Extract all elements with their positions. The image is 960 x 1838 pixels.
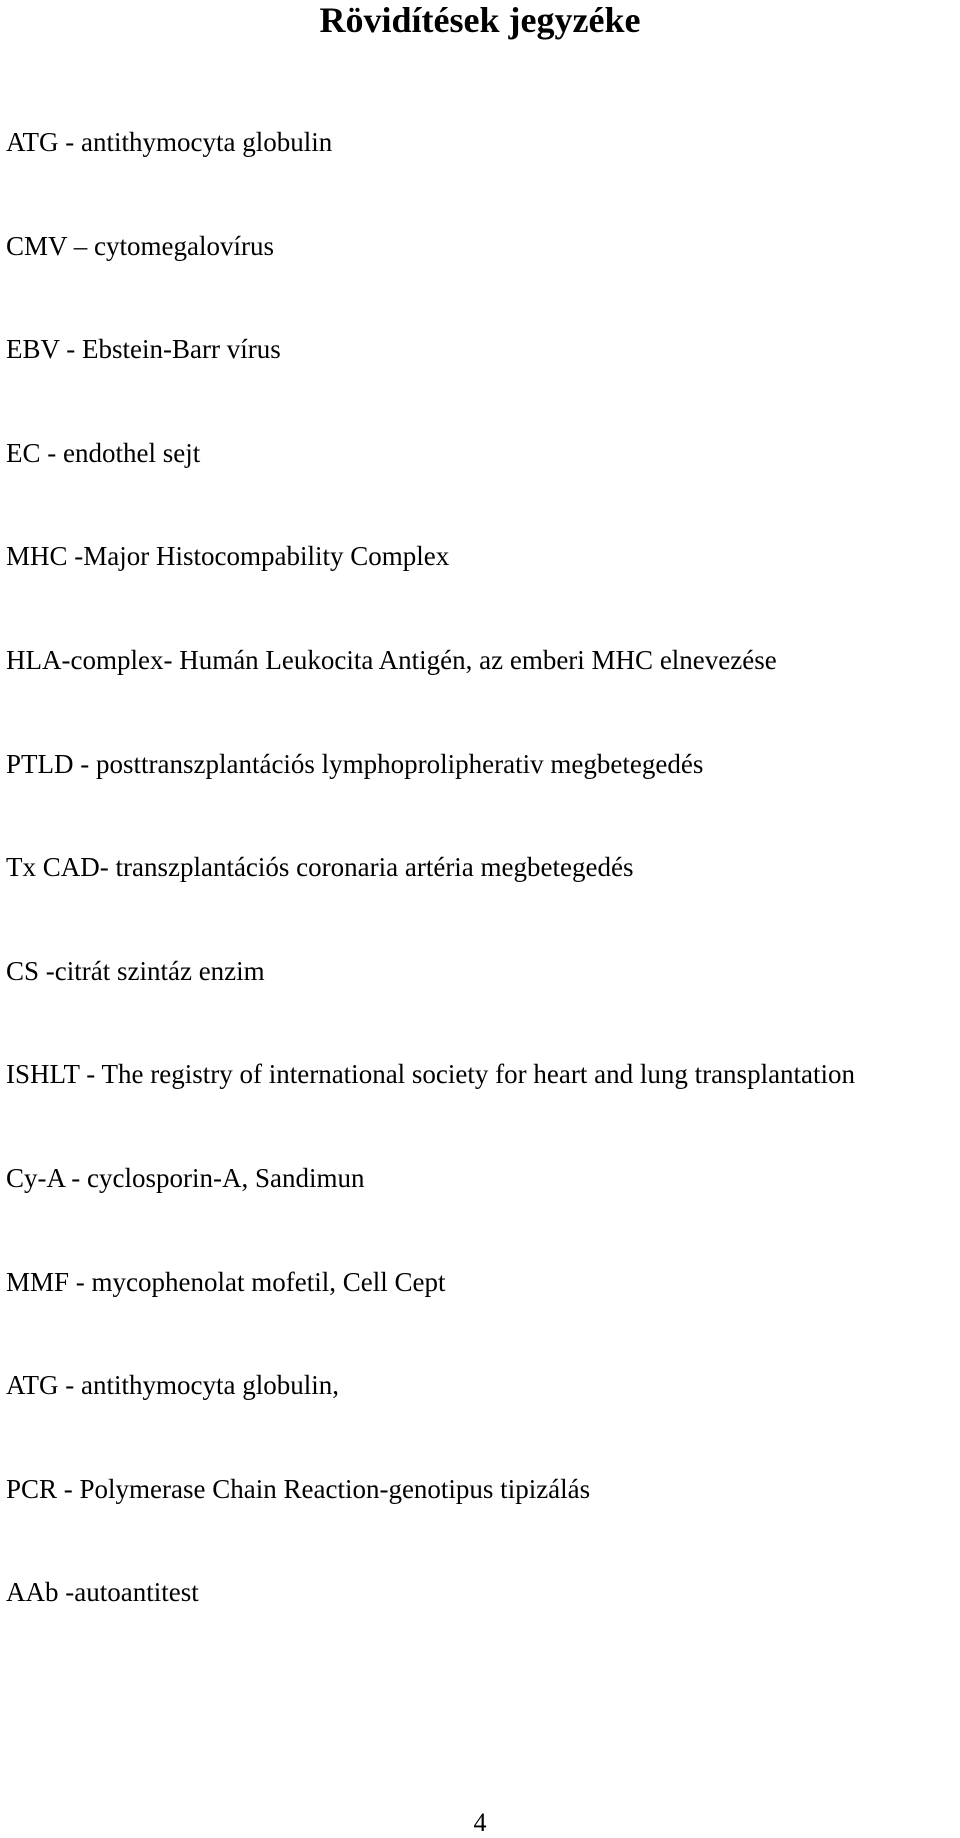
- abbreviation-item-atg-2: ATG - antithymocyta globulin,: [6, 1370, 339, 1401]
- abbreviation-item-tx-cad: Tx CAD- transzplantációs coronaria artéria megbetegedés: [6, 852, 634, 883]
- abbreviation-item-mhc: MHC -Major Histocompability Complex: [6, 541, 450, 572]
- abbreviation-item-ebv: EBV - Ebstein-Barr vírus: [6, 334, 281, 365]
- abbreviation-item-cs: CS -citrát szintáz enzim: [6, 955, 265, 986]
- page-number: 4: [473, 1808, 487, 1837]
- abbreviation-item-cy-a: Cy-A - cyclosporin-A, Sandimun: [6, 1162, 365, 1193]
- abbreviation-item-cmv: CMV – cytomegalovírus: [6, 230, 274, 261]
- abbreviation-item-aab: AAb -autoantitest: [6, 1577, 199, 1608]
- abbreviation-list: [6, 126, 855, 1680]
- abbreviation-item-atg: ATG - antithymocyta globulin: [6, 127, 333, 157]
- abbreviation-item-mmf: MMF - mycophenolat mofetil, Cell Cept: [6, 1266, 446, 1297]
- abbreviation-item-ishlt: ISHLT - The registry of international society for heart and lung transplantation: [6, 1059, 856, 1090]
- abbreviation-item-ptld: PTLD - posttranszplantációs lymphoprolipherativ megbetegedés: [6, 748, 704, 779]
- page-title: Rövidítések jegyzéke: [319, 0, 641, 40]
- abbreviation-item-pcr: PCR - Polymerase Chain Reaction-genotipus tipizálás: [6, 1473, 591, 1504]
- abbreviation-item-ec: EC - endothel sejt: [6, 437, 201, 468]
- abbreviation-item-hla: HLA-complex- Humán Leukocita Antigén, az emberi MHC elnevezése: [6, 644, 777, 675]
